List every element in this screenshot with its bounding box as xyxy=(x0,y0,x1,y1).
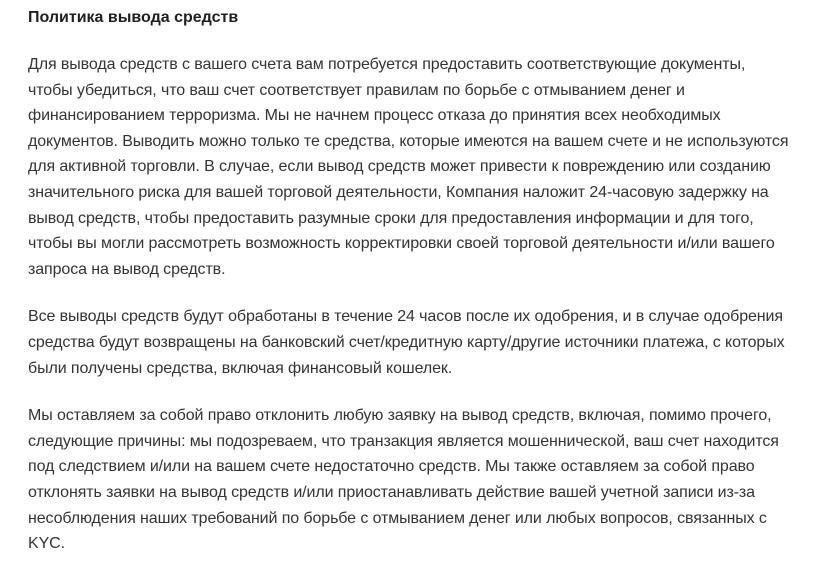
page-title: Политика вывода средств xyxy=(28,9,239,26)
document xyxy=(28,7,818,579)
paragraph-line: чтобы убедиться, что ваш счет соответствует правилам по борьбе с отмыванием денег и xyxy=(28,81,685,99)
paragraph-line: Мы оставляем за собой право отклонить любую заявку на вывод средств, включая, помимо прочего, xyxy=(28,407,772,425)
paragraph-line: вывод средств, чтобы предоставить разумные сроки для предоставления информации и для того, xyxy=(28,209,754,227)
paragraph-line: несоблюдения наших требований по борьбе с отмыванием денег или любых вопросов, связанных с xyxy=(28,509,767,527)
paragraph-line: отклонять заявки на вывод средств и/или приостанавливать действие вашей учетной записи из-за xyxy=(28,483,755,501)
paragraph-rejection-rights xyxy=(28,403,818,557)
paragraph-line: следующие причины: мы подозреваем, что транзакция является мошеннической, ваш счет находится xyxy=(28,432,779,450)
paragraph-line: финансированием терроризма. Мы не начнем процесс отказа до принятия всех необходимых xyxy=(28,107,721,125)
paragraph-line: средства будут возвращены на банковский счет/кредитную карту/другие источники платежа, с которых xyxy=(28,333,785,351)
paragraph-withdrawal-documents xyxy=(28,52,818,282)
paragraph-line: под следствием и/или на вашем счете недостаточно средств. Мы также оставляем за собой право xyxy=(28,458,755,476)
paragraph-line: документов. Выводить можно только те средства, которые имеются на вашем счете и не используются xyxy=(28,132,789,150)
paragraph-line: чтобы вы могли рассмотреть возможность корректировки своей торговой деятельности и/или вашего xyxy=(28,235,775,253)
paragraph-line: значительного риска для вашей торговой деятельности, Компания наложит 24-часовую задержку на xyxy=(28,183,769,201)
paragraph-line: для активной торговли. В случае, если вывод средств может привести к повреждению или созданию xyxy=(28,158,771,176)
paragraph-line: запроса на вывод средств. xyxy=(28,260,226,278)
paragraph-line: KYC. xyxy=(28,535,65,553)
paragraph-line: Для вывода средств с вашего счета вам потребуется предоставить соответствующие документы, xyxy=(28,56,746,73)
paragraph-line: Все выводы средств будут обработаны в течение 24 часов после их одобрения, и в случае одобрения xyxy=(28,308,783,326)
paragraph-line: были получены средства, включая финансовый кошелек. xyxy=(28,359,453,377)
paragraph-processing-time xyxy=(28,304,818,381)
